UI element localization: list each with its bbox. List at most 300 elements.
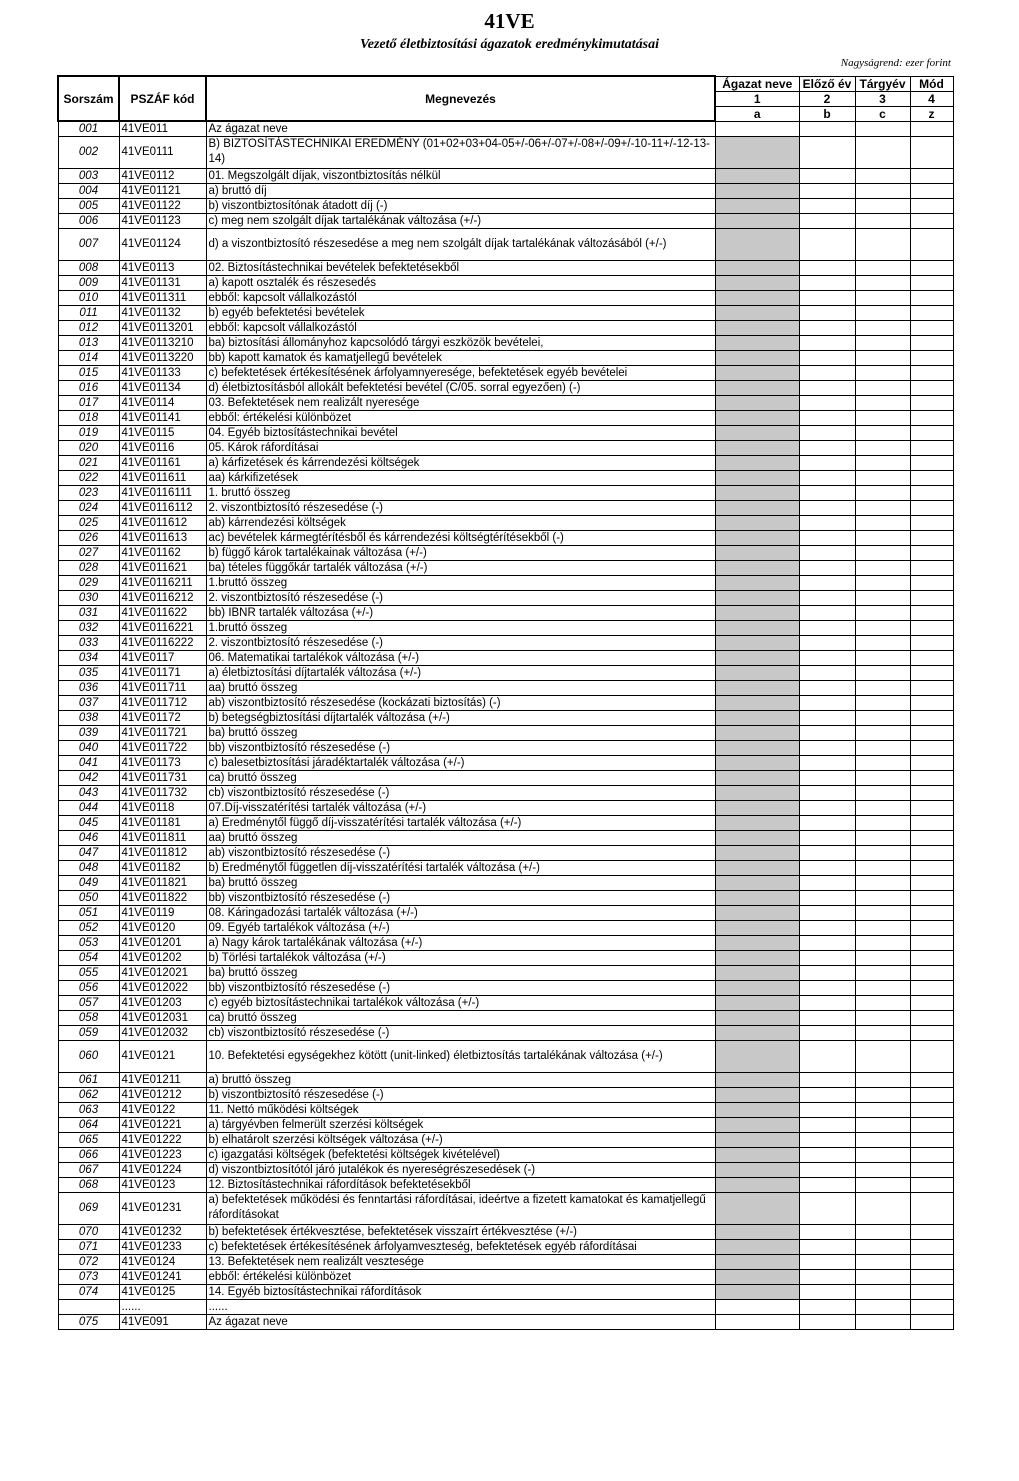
- value-cell[interactable]: [799, 121, 855, 136]
- row-code: 41VE01224: [119, 1162, 206, 1177]
- value-cell[interactable]: [799, 395, 855, 410]
- value-cell[interactable]: [910, 965, 953, 980]
- value-cell[interactable]: [910, 605, 953, 620]
- table-row: [58, 183, 953, 198]
- value-cell[interactable]: [799, 905, 855, 920]
- value-cell[interactable]: [799, 560, 855, 575]
- row-number: 017: [58, 395, 119, 410]
- row-description: ebből: kapcsolt vállalkozástól: [206, 320, 715, 335]
- value-cell[interactable]: [799, 635, 855, 650]
- shaded-value-cell: [715, 815, 799, 830]
- table-row: [58, 590, 953, 605]
- value-cell[interactable]: [855, 905, 910, 920]
- value-cell[interactable]: [799, 1040, 855, 1072]
- value-cell[interactable]: [799, 1239, 855, 1254]
- value-cell[interactable]: [799, 815, 855, 830]
- value-cell[interactable]: [855, 380, 910, 395]
- value-cell[interactable]: [910, 755, 953, 770]
- value-cell[interactable]: [855, 605, 910, 620]
- value-cell[interactable]: [799, 620, 855, 635]
- value-cell[interactable]: [855, 935, 910, 950]
- value-cell[interactable]: [799, 650, 855, 665]
- value-cell[interactable]: [855, 665, 910, 680]
- value-cell[interactable]: [799, 845, 855, 860]
- value-cell[interactable]: [855, 860, 910, 875]
- value-cell[interactable]: [910, 1147, 953, 1162]
- value-cell[interactable]: [855, 650, 910, 665]
- value-cell[interactable]: [799, 1192, 855, 1224]
- value-cell[interactable]: [799, 530, 855, 545]
- row-code: 41VE012022: [119, 980, 206, 995]
- value-cell[interactable]: [910, 335, 953, 350]
- row-code: 41VE01131: [119, 275, 206, 290]
- value-cell[interactable]: [910, 470, 953, 485]
- value-cell[interactable]: [855, 965, 910, 980]
- value-cell[interactable]: [910, 995, 953, 1010]
- value-cell[interactable]: [799, 545, 855, 560]
- value-cell[interactable]: [799, 920, 855, 935]
- value-cell[interactable]: [799, 800, 855, 815]
- row-number: 031: [58, 605, 119, 620]
- value-cell[interactable]: [855, 1177, 910, 1192]
- value-cell[interactable]: [799, 320, 855, 335]
- value-cell[interactable]: [910, 620, 953, 635]
- value-cell[interactable]: [799, 290, 855, 305]
- col-number: 4: [910, 91, 953, 106]
- value-cell[interactable]: [910, 290, 953, 305]
- value-cell[interactable]: [855, 830, 910, 845]
- table-row: [58, 500, 953, 515]
- row-description: a) bruttó díj: [206, 183, 715, 198]
- value-cell[interactable]: [910, 380, 953, 395]
- value-cell[interactable]: [855, 1025, 910, 1040]
- value-cell[interactable]: [799, 1224, 855, 1239]
- value-cell[interactable]: [910, 1040, 953, 1072]
- value-cell[interactable]: [910, 1239, 953, 1254]
- row-number: 035: [58, 665, 119, 680]
- value-cell[interactable]: [855, 590, 910, 605]
- value-cell[interactable]: [910, 1072, 953, 1087]
- row-code: 41VE01181: [119, 815, 206, 830]
- value-cell[interactable]: [855, 335, 910, 350]
- row-code: 41VE01124: [119, 228, 206, 260]
- value-cell[interactable]: [910, 1132, 953, 1147]
- value-cell[interactable]: [855, 920, 910, 935]
- value-cell[interactable]: [799, 1025, 855, 1040]
- value-cell[interactable]: [799, 1177, 855, 1192]
- row-description: 05. Károk ráfordításai: [206, 440, 715, 455]
- value-cell[interactable]: [910, 815, 953, 830]
- value-cell[interactable]: [855, 425, 910, 440]
- value-cell[interactable]: [910, 320, 953, 335]
- value-cell[interactable]: [855, 695, 910, 710]
- table-row: [58, 785, 953, 800]
- value-cell[interactable]: [799, 965, 855, 980]
- row-code: 41VE01201: [119, 935, 206, 950]
- value-cell[interactable]: [910, 410, 953, 425]
- value-cell[interactable]: [910, 845, 953, 860]
- value-cell[interactable]: [855, 121, 910, 136]
- value-cell[interactable]: [799, 890, 855, 905]
- shaded-value-cell: [715, 965, 799, 980]
- table-row: [58, 950, 953, 965]
- table-row: [58, 1087, 953, 1102]
- value-cell[interactable]: [855, 290, 910, 305]
- table-row: [58, 665, 953, 680]
- value-cell[interactable]: [799, 1147, 855, 1162]
- value-cell[interactable]: [855, 1239, 910, 1254]
- table-row: [58, 770, 953, 785]
- value-cell[interactable]: [910, 710, 953, 725]
- value-cell[interactable]: [910, 1299, 953, 1314]
- value-cell[interactable]: [855, 890, 910, 905]
- value-cell[interactable]: [910, 1117, 953, 1132]
- row-number: 054: [58, 950, 119, 965]
- value-cell[interactable]: [855, 320, 910, 335]
- row-number: 042: [58, 770, 119, 785]
- value-cell[interactable]: [855, 620, 910, 635]
- value-cell[interactable]: [855, 168, 910, 183]
- value-cell[interactable]: [855, 875, 910, 890]
- income-statement-table: [57, 75, 954, 1330]
- value-cell[interactable]: [910, 1162, 953, 1177]
- value-cell[interactable]: [910, 198, 953, 213]
- value-cell[interactable]: [799, 1117, 855, 1132]
- row-description: 1. bruttó összeg: [206, 485, 715, 500]
- value-cell[interactable]: [799, 1269, 855, 1284]
- row-code: 41VE0113: [119, 260, 206, 275]
- value-cell[interactable]: [855, 1284, 910, 1299]
- value-cell[interactable]: [799, 455, 855, 470]
- row-description: 01. Megszolgált díjak, viszontbiztosítás nélkül: [206, 168, 715, 183]
- value-cell[interactable]: [910, 183, 953, 198]
- value-cell[interactable]: [910, 935, 953, 950]
- value-cell[interactable]: [799, 680, 855, 695]
- value-cell[interactable]: [855, 1192, 910, 1224]
- value-cell[interactable]: [715, 1314, 799, 1329]
- value-cell[interactable]: [799, 440, 855, 455]
- value-cell[interactable]: [855, 485, 910, 500]
- col-letter: a: [715, 106, 799, 121]
- value-cell[interactable]: [910, 590, 953, 605]
- value-cell[interactable]: [799, 485, 855, 500]
- value-cell[interactable]: [910, 1177, 953, 1192]
- value-cell[interactable]: [855, 500, 910, 515]
- value-cell[interactable]: [799, 1102, 855, 1117]
- value-cell[interactable]: [799, 980, 855, 995]
- value-cell[interactable]: [799, 935, 855, 950]
- value-cell[interactable]: [855, 545, 910, 560]
- value-cell[interactable]: [855, 785, 910, 800]
- value-cell[interactable]: [855, 575, 910, 590]
- value-cell[interactable]: [799, 1010, 855, 1025]
- value-cell[interactable]: [910, 875, 953, 890]
- value-cell[interactable]: [855, 1010, 910, 1025]
- value-cell[interactable]: [799, 605, 855, 620]
- value-cell[interactable]: [855, 710, 910, 725]
- value-cell[interactable]: [910, 635, 953, 650]
- table-row: [58, 470, 953, 485]
- row-number: 037: [58, 695, 119, 710]
- value-cell[interactable]: [910, 1254, 953, 1269]
- value-cell[interactable]: [910, 275, 953, 290]
- value-cell[interactable]: [855, 995, 910, 1010]
- value-cell[interactable]: [910, 680, 953, 695]
- value-cell[interactable]: [799, 770, 855, 785]
- value-cell[interactable]: [910, 1284, 953, 1299]
- value-cell[interactable]: [799, 275, 855, 290]
- value-cell[interactable]: [855, 1224, 910, 1239]
- row-code: 41VE011732: [119, 785, 206, 800]
- shaded-value-cell: [715, 695, 799, 710]
- value-cell[interactable]: [799, 335, 855, 350]
- value-cell[interactable]: [910, 695, 953, 710]
- value-cell[interactable]: [910, 1102, 953, 1117]
- table-row: [58, 1102, 953, 1117]
- value-cell[interactable]: [799, 410, 855, 425]
- unit-note: Nagyságrend: ezer forint: [840, 57, 951, 69]
- value-cell[interactable]: [799, 350, 855, 365]
- value-cell[interactable]: [910, 905, 953, 920]
- value-cell[interactable]: [799, 1072, 855, 1087]
- row-description: c) befektetések értékesítésének árfolyamveszteség, befektetések egyéb ráfordításai: [206, 1239, 715, 1254]
- value-cell[interactable]: [855, 410, 910, 425]
- value-cell[interactable]: [855, 530, 910, 545]
- value-cell[interactable]: [855, 770, 910, 785]
- value-cell[interactable]: [855, 845, 910, 860]
- value-cell[interactable]: [855, 395, 910, 410]
- value-cell[interactable]: [855, 1040, 910, 1072]
- value-cell[interactable]: [855, 1102, 910, 1117]
- table-row: [58, 485, 953, 500]
- value-cell[interactable]: [910, 305, 953, 320]
- table-row: [58, 710, 953, 725]
- row-number: 004: [58, 183, 119, 198]
- value-cell[interactable]: [910, 1010, 953, 1025]
- value-cell[interactable]: [799, 875, 855, 890]
- value-cell[interactable]: [910, 136, 953, 168]
- table-row: [58, 620, 953, 635]
- value-cell[interactable]: [715, 1299, 799, 1314]
- value-cell[interactable]: [799, 710, 855, 725]
- value-cell[interactable]: [910, 560, 953, 575]
- shaded-value-cell: [715, 515, 799, 530]
- value-cell[interactable]: [855, 755, 910, 770]
- value-cell[interactable]: [799, 168, 855, 183]
- value-cell[interactable]: [910, 575, 953, 590]
- row-description: aa) kárkifizetések: [206, 470, 715, 485]
- value-cell[interactable]: [799, 365, 855, 380]
- value-cell[interactable]: [855, 560, 910, 575]
- row-number: 059: [58, 1025, 119, 1040]
- value-cell[interactable]: [799, 740, 855, 755]
- value-cell[interactable]: [855, 1314, 910, 1329]
- value-cell[interactable]: [799, 695, 855, 710]
- row-description: bb) viszontbiztosító részesedése (-): [206, 740, 715, 755]
- value-cell[interactable]: [855, 198, 910, 213]
- value-cell[interactable]: [910, 425, 953, 440]
- value-cell[interactable]: [799, 470, 855, 485]
- value-cell[interactable]: [855, 455, 910, 470]
- value-cell[interactable]: [799, 500, 855, 515]
- value-cell[interactable]: [799, 995, 855, 1010]
- value-cell[interactable]: [799, 183, 855, 198]
- value-cell[interactable]: [910, 920, 953, 935]
- value-cell[interactable]: [855, 213, 910, 228]
- value-cell[interactable]: [910, 500, 953, 515]
- value-cell[interactable]: [910, 860, 953, 875]
- value-cell[interactable]: [910, 365, 953, 380]
- value-cell[interactable]: [799, 213, 855, 228]
- value-cell[interactable]: [855, 136, 910, 168]
- value-cell[interactable]: [799, 830, 855, 845]
- value-cell[interactable]: [855, 183, 910, 198]
- shaded-value-cell: [715, 1072, 799, 1087]
- value-cell[interactable]: [855, 228, 910, 260]
- value-cell[interactable]: [910, 168, 953, 183]
- value-cell[interactable]: [855, 260, 910, 275]
- value-cell[interactable]: [910, 770, 953, 785]
- value-cell[interactable]: [799, 665, 855, 680]
- row-code: 41VE0116112: [119, 500, 206, 515]
- value-cell[interactable]: [799, 1132, 855, 1147]
- table-row: [58, 530, 953, 545]
- row-code: 41VE011811: [119, 830, 206, 845]
- value-cell[interactable]: [855, 350, 910, 365]
- value-cell[interactable]: [799, 1314, 855, 1329]
- value-cell[interactable]: [799, 755, 855, 770]
- value-cell[interactable]: [910, 1025, 953, 1040]
- value-cell[interactable]: [910, 830, 953, 845]
- value-cell[interactable]: [910, 785, 953, 800]
- value-cell[interactable]: [855, 440, 910, 455]
- value-cell[interactable]: [910, 260, 953, 275]
- value-cell[interactable]: [855, 1117, 910, 1132]
- value-cell[interactable]: [855, 740, 910, 755]
- value-cell[interactable]: [715, 121, 799, 136]
- value-cell[interactable]: [910, 395, 953, 410]
- value-cell[interactable]: [855, 305, 910, 320]
- value-cell[interactable]: [799, 380, 855, 395]
- shaded-value-cell: [715, 260, 799, 275]
- value-cell[interactable]: [910, 650, 953, 665]
- value-cell[interactable]: [855, 1162, 910, 1177]
- value-cell[interactable]: [855, 1147, 910, 1162]
- value-cell[interactable]: [855, 275, 910, 290]
- row-number: 053: [58, 935, 119, 950]
- row-description: d) a viszontbiztosító részesedése a meg nem szolgált díjak tartalékának változásából (+/-): [206, 228, 715, 260]
- table-row: [58, 515, 953, 530]
- value-cell[interactable]: [855, 635, 910, 650]
- value-cell[interactable]: [855, 1072, 910, 1087]
- value-cell[interactable]: [910, 515, 953, 530]
- value-cell[interactable]: [910, 455, 953, 470]
- value-cell[interactable]: [799, 1162, 855, 1177]
- value-cell[interactable]: [855, 515, 910, 530]
- value-cell[interactable]: [855, 680, 910, 695]
- value-cell[interactable]: [910, 350, 953, 365]
- shaded-value-cell: [715, 1102, 799, 1117]
- value-cell[interactable]: [799, 590, 855, 605]
- value-cell[interactable]: [910, 950, 953, 965]
- value-cell[interactable]: [799, 1087, 855, 1102]
- value-cell[interactable]: [799, 1299, 855, 1314]
- value-cell[interactable]: [799, 1254, 855, 1269]
- value-cell[interactable]: [855, 1132, 910, 1147]
- value-cell[interactable]: [799, 785, 855, 800]
- value-cell[interactable]: [855, 365, 910, 380]
- value-cell[interactable]: [799, 260, 855, 275]
- value-cell[interactable]: [910, 665, 953, 680]
- value-cell[interactable]: [910, 228, 953, 260]
- shaded-value-cell: [715, 275, 799, 290]
- value-cell[interactable]: [910, 485, 953, 500]
- value-cell[interactable]: [910, 1269, 953, 1284]
- value-cell[interactable]: [910, 980, 953, 995]
- value-cell[interactable]: [910, 1224, 953, 1239]
- value-cell[interactable]: [910, 1087, 953, 1102]
- row-code: 41VE0112: [119, 168, 206, 183]
- row-description: 02. Biztosítástechnikai bevételek befektetésekből: [206, 260, 715, 275]
- value-cell[interactable]: [910, 121, 953, 136]
- value-cell[interactable]: [799, 136, 855, 168]
- table-row: [58, 725, 953, 740]
- value-cell[interactable]: [910, 213, 953, 228]
- value-cell[interactable]: [910, 890, 953, 905]
- value-cell[interactable]: [855, 1299, 910, 1314]
- value-cell[interactable]: [799, 950, 855, 965]
- table-row: [58, 1224, 953, 1239]
- row-number: 016: [58, 380, 119, 395]
- value-cell[interactable]: [799, 198, 855, 213]
- shaded-value-cell: [715, 995, 799, 1010]
- value-cell[interactable]: [855, 950, 910, 965]
- value-cell[interactable]: [910, 1192, 953, 1224]
- value-cell[interactable]: [910, 440, 953, 455]
- row-code: 41VE0125: [119, 1284, 206, 1299]
- value-cell[interactable]: [855, 800, 910, 815]
- value-cell[interactable]: [855, 980, 910, 995]
- value-cell[interactable]: [910, 725, 953, 740]
- shaded-value-cell: [715, 1025, 799, 1040]
- shaded-value-cell: [715, 136, 799, 168]
- value-cell[interactable]: [799, 860, 855, 875]
- value-cell[interactable]: [910, 1314, 953, 1329]
- value-cell[interactable]: [799, 725, 855, 740]
- value-cell[interactable]: [799, 425, 855, 440]
- table-row: [58, 410, 953, 425]
- value-cell[interactable]: [799, 305, 855, 320]
- value-cell[interactable]: [910, 545, 953, 560]
- value-cell[interactable]: [855, 1269, 910, 1284]
- value-cell[interactable]: [855, 815, 910, 830]
- value-cell[interactable]: [799, 228, 855, 260]
- value-cell[interactable]: [799, 1284, 855, 1299]
- row-description: d) viszontbiztosítótól járó jutalékok és nyereségrészesedések (-): [206, 1162, 715, 1177]
- value-cell[interactable]: [910, 530, 953, 545]
- row-number: [58, 1299, 119, 1314]
- value-cell[interactable]: [799, 515, 855, 530]
- value-cell[interactable]: [910, 800, 953, 815]
- shaded-value-cell: [715, 168, 799, 183]
- value-cell[interactable]: [855, 1087, 910, 1102]
- value-cell[interactable]: [855, 725, 910, 740]
- shaded-value-cell: [715, 320, 799, 335]
- value-cell[interactable]: [855, 470, 910, 485]
- value-cell[interactable]: [910, 740, 953, 755]
- value-cell[interactable]: [855, 1254, 910, 1269]
- value-cell[interactable]: [799, 575, 855, 590]
